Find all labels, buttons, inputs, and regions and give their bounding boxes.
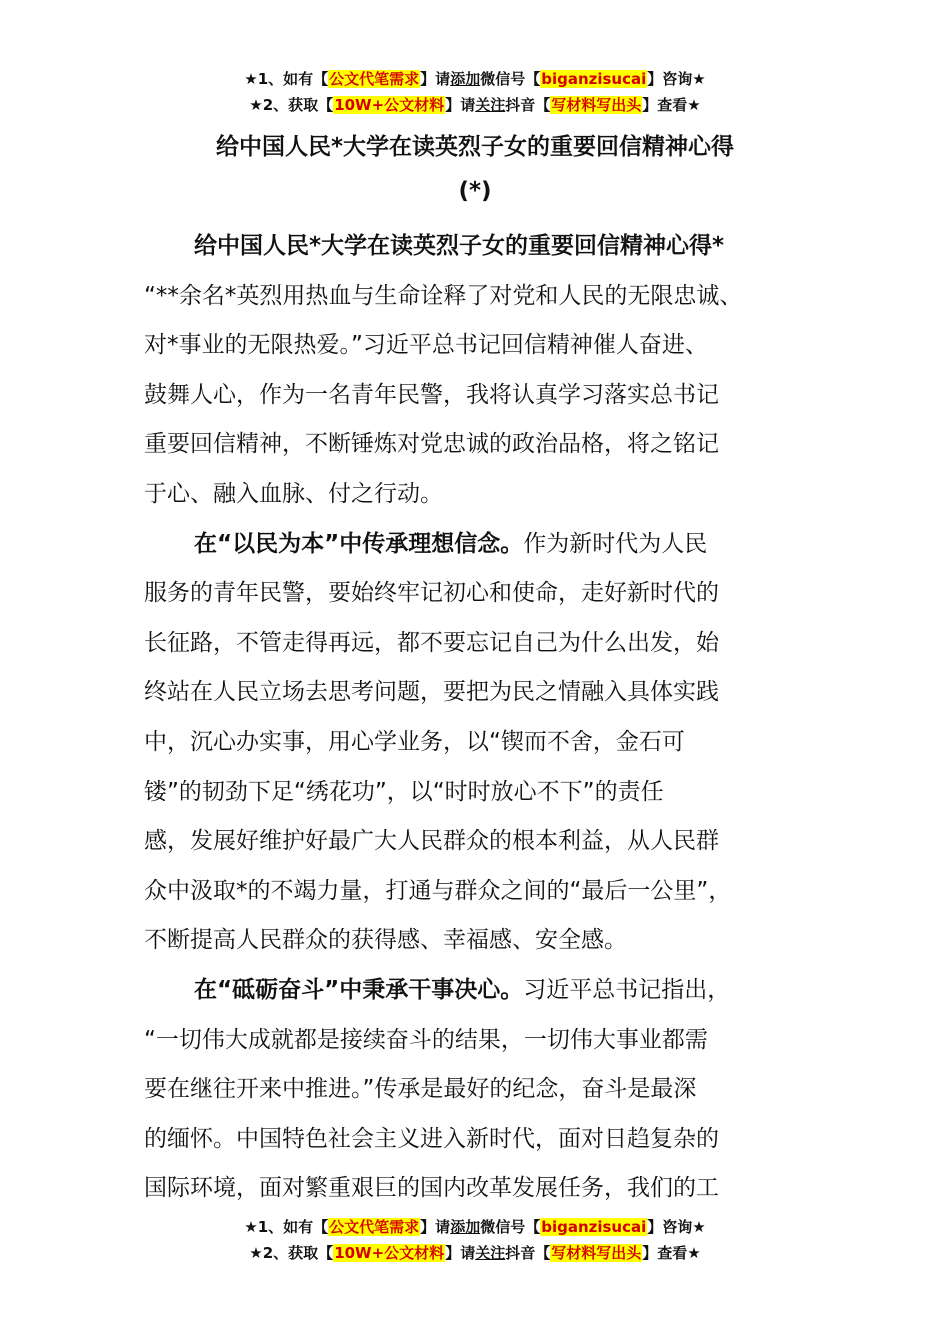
body-line: 中，沉心办实事，用心学业务，以“锲而不舍，金石可 bbox=[144, 728, 685, 755]
banner-text: 】请 bbox=[445, 96, 476, 114]
body-line: 感，发展好维护好最广大人民群众的根本利益，从人民群 bbox=[144, 828, 719, 855]
paragraph-3-start bbox=[144, 966, 824, 1016]
body-line: 不断提高人民群众的获得感、幸福感、安全感。 bbox=[144, 927, 627, 954]
highlight-materials: 10W+公文材料 bbox=[334, 1244, 445, 1262]
highlight-douyin: 写材料写出头 bbox=[551, 1244, 642, 1262]
banner-underlined: 关注 bbox=[475, 96, 506, 114]
banner-text: 抖音【 bbox=[505, 96, 551, 114]
banner-text: ★2、获取【 bbox=[249, 96, 334, 114]
highlight-service: 公文代笔需求 bbox=[329, 1218, 420, 1236]
body-line: 对*事业的无限热爱。”习近平总书记回信精神催人奋进、 bbox=[144, 332, 708, 359]
banner-text: 微信号【 bbox=[480, 70, 541, 88]
body-line: 重要回信精神，不断锤炼对党忠诚的政治品格，将之铭记 bbox=[144, 431, 719, 458]
banner-text: 微信号【 bbox=[480, 1218, 541, 1236]
document-body bbox=[144, 222, 824, 1214]
body-line: 终站在人民立场去思考问题，要把为民之情融入具体实践 bbox=[144, 679, 719, 706]
banner-line-2 bbox=[0, 1240, 950, 1266]
highlight-service: 公文代笔需求 bbox=[329, 70, 420, 88]
body-line: 国际环境，面对繁重艰巨的国内改革发展任务，我们的工 bbox=[144, 1175, 719, 1202]
body-line: “**余名*英烈用热血与生命诠释了对党和人民的无限忠诚、 bbox=[144, 282, 743, 309]
body-text: 习近平总书记指出， bbox=[523, 976, 731, 1003]
banner-line-2 bbox=[0, 92, 950, 118]
banner-text: 】请 bbox=[420, 70, 451, 88]
header-banner bbox=[0, 66, 950, 118]
body-line: “一切伟大成就都是接续奋斗的结果，一切伟大事业都需 bbox=[144, 1026, 708, 1053]
banner-text: 】咨询★ bbox=[647, 1218, 706, 1236]
section-heading: 在“砥砺奋斗”中秉承干事决心。 bbox=[194, 976, 524, 1003]
body-line: 众中汲取*的不竭力量，打通与群众之间的“最后一公里”， bbox=[144, 877, 732, 904]
banner-text: 】咨询★ bbox=[647, 70, 706, 88]
banner-text: ★2、获取【 bbox=[249, 1244, 334, 1262]
banner-text: 】查看★ bbox=[642, 1244, 701, 1262]
highlight-douyin: 写材料写出头 bbox=[551, 96, 642, 114]
document-title: 给中国人民*大学在读英烈子女的重要回信精神心得 bbox=[215, 134, 735, 160]
body-line: 服务的青年民警，要始终牢记初心和使命，走好新时代的 bbox=[144, 580, 719, 607]
banner-underlined: 添加 bbox=[450, 1218, 481, 1236]
highlight-wechat-id: biganzisucai bbox=[541, 1218, 647, 1236]
banner-line-1 bbox=[0, 66, 950, 92]
highlight-wechat-id: biganzisucai bbox=[541, 70, 647, 88]
banner-underlined: 添加 bbox=[450, 70, 481, 88]
paragraph-2-start bbox=[144, 520, 824, 570]
highlight-materials: 10W+公文材料 bbox=[334, 96, 445, 114]
body-text: 作为新时代为人民 bbox=[523, 530, 708, 557]
document-title-suffix: (*) bbox=[458, 178, 492, 204]
banner-text: 】请 bbox=[445, 1244, 476, 1262]
banner-text: 抖音【 bbox=[505, 1244, 551, 1262]
banner-text: 】查看★ bbox=[642, 96, 701, 114]
body-line: 的缅怀。中国特色社会主义进入新时代，面对日趋复杂的 bbox=[144, 1125, 719, 1152]
banner-text: ★1、如有【 bbox=[244, 1218, 329, 1236]
banner-underlined: 关注 bbox=[475, 1244, 506, 1262]
footer-banner bbox=[0, 1214, 950, 1266]
banner-text: 】请 bbox=[420, 1218, 451, 1236]
section-heading: 在“以民为本”中传承理想信念。 bbox=[194, 530, 524, 557]
banner-text: ★1、如有【 bbox=[244, 70, 329, 88]
body-line: 长征路，不管走得再远，都不要忘记自己为什么出发，始 bbox=[144, 629, 719, 656]
body-line: 鼓舞人心，作为一名青年民警，我将认真学习落实总书记 bbox=[144, 381, 719, 408]
banner-line-1 bbox=[0, 1214, 950, 1240]
body-line: 于心、融入血脉、付之行动。 bbox=[144, 480, 443, 507]
body-line: 要在继往开来中推进。”传承是最好的纪念，奋斗是最深 bbox=[144, 1076, 697, 1103]
document-subtitle: 给中国人民*大学在读英烈子女的重要回信精神心得* bbox=[194, 233, 725, 259]
body-line: 镂”的韧劲下足“绣花功”，以“时时放心不下”的责任 bbox=[144, 778, 664, 805]
